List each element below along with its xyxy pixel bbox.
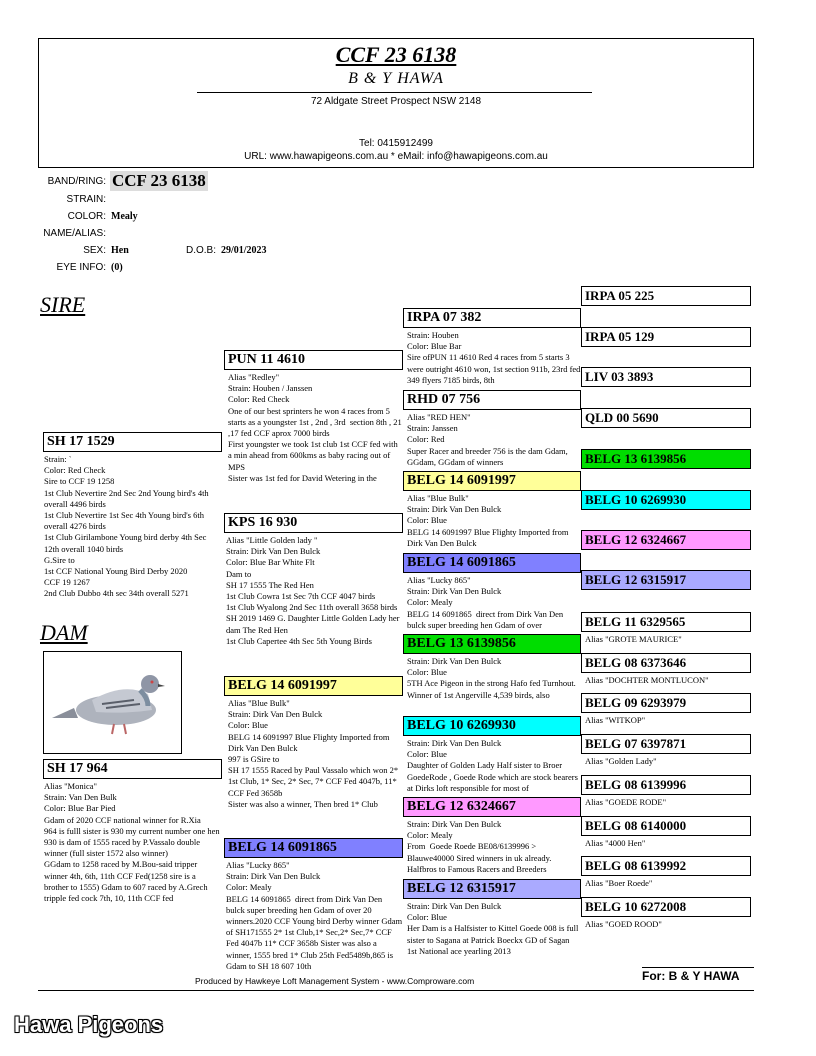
great-grandparent-notes: Alias "RED HEN" Strain: Janssen Color: Red Super Racer and breeder 756 is the dam Gdam, GGdam, GGdam of winners bbox=[407, 412, 568, 467]
great-grandparent-notes: Strain: Dirk Van Den Bulck Color: Blue Her Dam is a Halfsister to Kittel Goede 008 is full sister to Sagana at Patrick Boeckx GD of Sagan 1st National ace yearling 2013 bbox=[407, 901, 579, 956]
grandparent-ring: BELG 14 6091865 bbox=[224, 838, 403, 858]
gg-grandparent-alias: Alias "GROTE MAURICE" bbox=[585, 634, 682, 644]
grandparent-notes: Alias "Redley" Strain: Houben / Janssen Color: Red Check One of our best sprinters he won 4 races from 5 starts as a youngster 1st , 2nd , 3rd section 8th , 21 ,17 fed CCF aprox 7000 birds First youngster we took 1st club 1st CCF fed with a min ahead from 600kms as baby racing out of MPS Sister was 1st fed for David Wetering in the bbox=[228, 372, 402, 483]
great-grandparent-ring: BELG 14 6091865 bbox=[403, 553, 581, 573]
great-grandparent-ring: BELG 14 6091997 bbox=[403, 471, 581, 491]
gg-grandparent-alias: Alias "Boer Roede" bbox=[585, 878, 653, 888]
great-grandparent-notes: Strain: Dirk Van Den Bulck Color: Blue Daughter of Golden Lady Half sister to Broer GoedeRode , Goede Rode which are stock bearers at Dirks loft responsible for most of bbox=[407, 738, 578, 793]
color-value: Mealy bbox=[111, 211, 138, 222]
gg-grandparent-ring: BELG 11 6329565 bbox=[581, 612, 751, 632]
owner-phone: Tel: 0415912499 bbox=[359, 138, 433, 149]
strain-label: STRAIN: bbox=[66, 194, 106, 205]
header-divider bbox=[197, 92, 592, 93]
band-label: BAND/RING: bbox=[47, 176, 106, 187]
great-grandparent-ring: BELG 13 6139856 bbox=[403, 634, 581, 654]
dob-label: D.O.B: bbox=[186, 245, 217, 256]
grandparent-notes: Alias "Little Golden lady " Strain: Dirk Van Den Bulck Color: Blue Bar White Flt Dam to SH 17 1555 The Red Hen 1st Club Cowra 1st Sec 7th CCF 4047 birds 1st Club Wyalong 2nd Sec 11th overall 3658 birds SH 2019 1469 G. Daughter Little Golden Lady her dam The Red Hen 1st Club Capertee 4th Sec 5th Young Birds bbox=[226, 535, 400, 646]
gg-grandparent-ring: LIV 03 3893 bbox=[581, 367, 751, 387]
great-grandparent-ring: RHD 07 756 bbox=[403, 390, 581, 410]
for-owner: For: B & Y HAWA bbox=[642, 969, 740, 983]
gg-grandparent-ring: BELG 08 6373646 bbox=[581, 653, 751, 673]
gg-grandparent-ring: BELG 13 6139856 bbox=[581, 449, 751, 469]
sex-label: SEX: bbox=[83, 245, 106, 256]
name-label: NAME/ALIAS: bbox=[43, 228, 106, 239]
gg-grandparent-ring: IRPA 05 225 bbox=[581, 286, 751, 306]
footer-divider bbox=[38, 990, 754, 991]
great-grandparent-ring: BELG 12 6324667 bbox=[403, 797, 581, 817]
eye-value: (0) bbox=[111, 262, 123, 273]
great-grandparent-notes: Strain: Dirk Van Den Bulck Color: Blue 5TH Ace Pigeon in the strong Hafo fed Turnhout. Winner of 1st Angerville 4,539 birds, also bbox=[407, 656, 576, 700]
great-grandparent-ring: BELG 12 6315917 bbox=[403, 879, 581, 899]
grandparent-ring: BELG 14 6091997 bbox=[224, 676, 403, 696]
color-label: COLOR: bbox=[67, 211, 106, 222]
gg-grandparent-ring: BELG 07 6397871 bbox=[581, 734, 751, 754]
great-grandparent-notes: Strain: Dirk Van Den Bulck Color: Mealy From Goede Roede BE08/6139996 > Blauwe40000 Sired winners in uk already. Halfbros to Famous Racers and Breeders bbox=[407, 819, 552, 874]
gg-grandparent-ring: BELG 12 6324667 bbox=[581, 530, 751, 550]
sire-heading: SIRE bbox=[40, 292, 86, 317]
sex-value: Hen bbox=[111, 245, 129, 256]
brand-watermark: Hawa Pigeons bbox=[14, 1012, 164, 1037]
owner-address: 72 Aldgate Street Prospect NSW 2148 bbox=[310, 96, 482, 107]
gg-grandparent-alias: Alias "GOEDE RODE" bbox=[585, 797, 667, 807]
dam-notes: Alias "Monica" Strain: Van Den Bulk Color: Blue Bar Pied Gdam of 2020 CCF national winner for R.Xia 964 is fulll sister is 930 my current number one hen 930 is dam of 1555 raced by P.Vassalo double winner (full sister 1572 also winner) GGdam to 1258 raced by M.Bou-said tripper winner 4th, 6th, 11th CCF Fed(1258 sire is a brother to 1555) Gdam to 607 raced by A.Grech tripple fed cock 7th, 10, 11th CCF fed bbox=[44, 781, 220, 904]
grandparent-notes: Alias "Blue Bulk" Strain: Dirk Van Den Bulck Color: Blue BELG 14 6091997 Blue Flighty Imported from Dirk Van Den Bulck 997 is GSire to SH 17 1555 Raced by Paul Vassalo which won 2* 1st Club, 1* Sec, 2* Sec, 7* CCF Fed 4047b, 11* CCF Fed 3658b Sister was also a winner, Then bred 1* Club bbox=[228, 698, 399, 809]
gg-grandparent-ring: IRPA 05 129 bbox=[581, 327, 751, 347]
grandparent-ring: PUN 11 4610 bbox=[224, 350, 403, 370]
sire-ring: SH 17 1529 bbox=[43, 432, 222, 452]
gg-grandparent-ring: BELG 08 6139992 bbox=[581, 856, 751, 876]
for-divider bbox=[642, 967, 754, 968]
gg-grandparent-ring: BELG 12 6315917 bbox=[581, 570, 751, 590]
dob-value: 29/01/2023 bbox=[221, 245, 267, 256]
pigeon-photo bbox=[43, 651, 182, 754]
grandparent-ring: KPS 16 930 bbox=[224, 513, 403, 533]
dam-heading: DAM bbox=[40, 620, 88, 645]
gg-grandparent-ring: QLD 00 5690 bbox=[581, 408, 751, 428]
sire-notes: Strain: ` Color: Red Check Sire to CCF 19 1258 1st Club Nevertire 2nd Sec 2nd Young bird's 4th overall 4496 birds 1st Club Nevertire 1st Sec 4th Young bird's 6th overall 4276 birds 1st Club Girilambone Young bird derby 4th Sec 12th overall 1040 birds G.Sire to 1st CCF National Young Bird Derby 2020 CCF 19 1267 2nd Club Dubbo 4th sec 34th overall 5271 bbox=[44, 454, 209, 599]
gg-grandparent-alias: Alias "WITKOP" bbox=[585, 715, 646, 725]
gg-grandparent-ring: BELG 10 6272008 bbox=[581, 897, 751, 917]
pigeon-icon bbox=[44, 652, 181, 753]
owner-contact: URL: www.hawapigeons.com.au * eMail: info@hawapigeons.com.au bbox=[244, 151, 548, 162]
great-grandparent-notes: Strain: Houben Color: Blue Bar Sire ofPUN 11 4610 Red 4 races from 5 starts 3 were outright 4610 won, 1st section 911b, 23rd fed 349 flyers 7185 birds, 8th bbox=[407, 330, 581, 385]
great-grandparent-notes: Alias "Lucky 865" Strain: Dirk Van Den Bulck Color: Mealy BELG 14 6091865 direct from Dirk Van Den bulck super breeding hen Gdam of over bbox=[407, 575, 564, 630]
gg-grandparent-alias: Alias "4000 Hen" bbox=[585, 838, 646, 848]
gg-grandparent-alias: Alias "Golden Lady" bbox=[585, 756, 657, 766]
owner-name: B & Y HAWA bbox=[348, 70, 444, 87]
gg-grandparent-alias: Alias "GOED ROOD" bbox=[585, 919, 662, 929]
gg-grandparent-ring: BELG 08 6140000 bbox=[581, 816, 751, 836]
gg-grandparent-ring: BELG 10 6269930 bbox=[581, 490, 751, 510]
gg-grandparent-ring: BELG 09 6293979 bbox=[581, 693, 751, 713]
produced-by: Produced by Hawkeye Loft Management System - www.Comproware.com bbox=[195, 976, 475, 986]
gg-grandparent-alias: Alias "DOCHTER MONTLUCON" bbox=[585, 675, 709, 685]
gg-grandparent-ring: BELG 08 6139996 bbox=[581, 775, 751, 795]
grandparent-notes: Alias "Lucky 865" Strain: Dirk Van Den Bulck Color: Mealy BELG 14 6091865 direct from Dirk Van Den bulck super breeding hen Gdam of over 20 winners.2020 CCF Young bird Derby winner Gdam of SH171555 2* 1st Club,1* Sec,2* Sec,7* CCF Fed 4047b 11* CCF 3658b Sister was also a winner, 1555 bred 1* Club 25th Fed5489b,865 is Gdam to SH 18 607 10th bbox=[226, 860, 403, 971]
page-title: CCF 23 6138 bbox=[335, 42, 457, 67]
band-value: CCF 23 6138 bbox=[112, 171, 206, 190]
eye-label: EYE INFO: bbox=[56, 262, 106, 273]
dam-ring: SH 17 964 bbox=[43, 759, 222, 779]
great-grandparent-ring: IRPA 07 382 bbox=[403, 308, 581, 328]
great-grandparent-notes: Alias "Blue Bulk" Strain: Dirk Van Den Bulck Color: Blue BELG 14 6091997 Blue Flighty Imported from Dirk Van Den Bulck bbox=[407, 493, 569, 548]
great-grandparent-ring: BELG 10 6269930 bbox=[403, 716, 581, 736]
